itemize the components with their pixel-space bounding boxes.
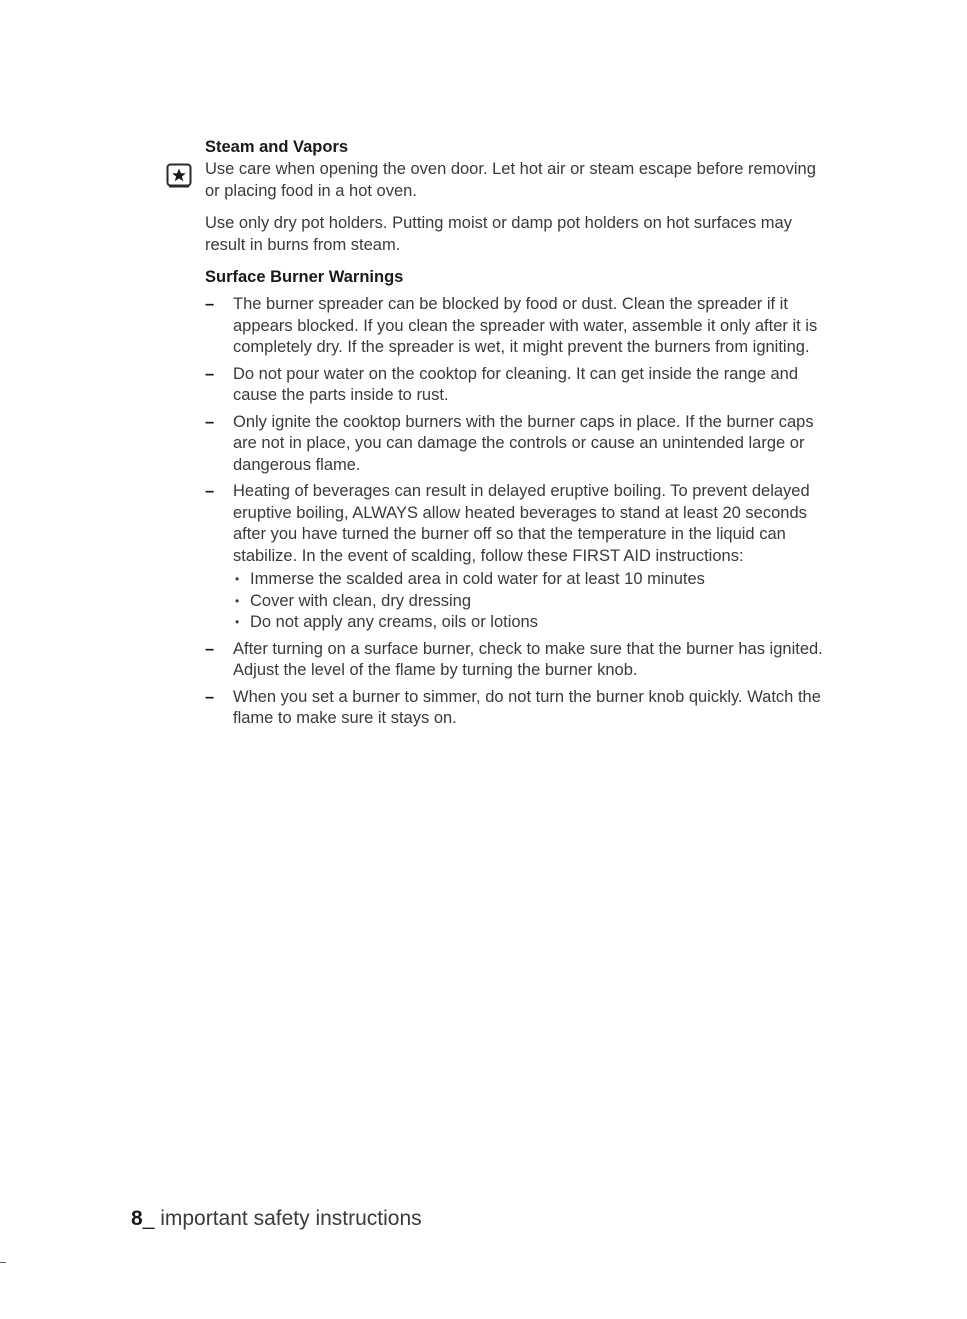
list-item-text: When you set a burner to simmer, do not turn the burner knob quickly. Watch the flame to make sure it stays on. [233,687,821,727]
list-item-text: The burner spreader can be blocked by food or dust. Clean the spreader if it appears blocked. If you clean the spreader with water, assemble it only after it is completely dry. If the spreader is wet, it might prevent the burners from igniting. [233,295,818,356]
list-item-text: After turning on a surface burner, check to make sure that the burner has ignited. Adjust the level of the flame by turning the burner knob. [233,639,823,679]
list-item-text: Do not pour water on the cooktop for cleaning. It can get inside the range and cause the parts inside to rust. [233,364,799,404]
first-aid-text: Immerse the scalded area in cold water for at least 10 minutes [250,570,705,588]
list-item [205,639,825,682]
first-aid-text: Cover with clean, dry dressing [250,591,472,610]
bullet-marker: • [235,572,240,586]
first-aid-text: Do not apply any creams, oils or lotions [250,613,538,631]
first-aid-item [233,569,825,591]
steam-heading: Steam and Vapors [205,138,349,156]
page-footer [131,1207,422,1231]
dash-marker: – [205,687,215,706]
list-item-text: Only ignite the cooktop burners with the burner caps in place. If the burner caps are not in place, you can damage the controls or cause an unintended large or dangerous flame. [233,412,814,474]
steam-paragraph-1: Use care when opening the oven door. Let hot air or steam escape before removing or placing food in a hot oven. [205,160,816,200]
dash-marker: – [205,639,215,658]
first-aid-item [233,612,825,634]
list-item [205,412,825,477]
burner-heading: Surface Burner Warnings [205,268,404,286]
dash-marker: – [205,482,215,500]
bullet-marker: • [235,615,240,629]
footer-separator: _ [142,1207,155,1230]
dash-marker: – [205,412,215,431]
bullet-marker: • [235,593,240,608]
list-item [205,687,825,730]
crop-mark [0,1262,6,1263]
star-note-icon [165,162,193,190]
list-item [205,364,825,407]
page-content [205,136,825,735]
dash-marker: – [205,364,215,383]
list-item-text: Heating of beverages can result in delayed eruptive boiling. To prevent delayed eruptive boiling, ALWAYS allow heated beverages to stand at least 20 seconds after you have turned the burner off so that the temperature in the liquid can stabilize. In the event of scalding, follow these FIRST AID instructions: [233,482,810,565]
first-aid-item [233,591,825,613]
list-item [205,481,825,634]
steam-paragraph-2: Use only dry pot holders. Putting moist or damp pot holders on hot surfaces may result in burns from steam. [205,214,792,254]
footer-title: important safety instructions [154,1207,422,1230]
dash-marker: – [205,295,215,313]
list-item [205,294,825,359]
first-aid-list [233,569,825,634]
page-number: 8 [131,1207,143,1230]
burner-warning-list [205,294,825,730]
